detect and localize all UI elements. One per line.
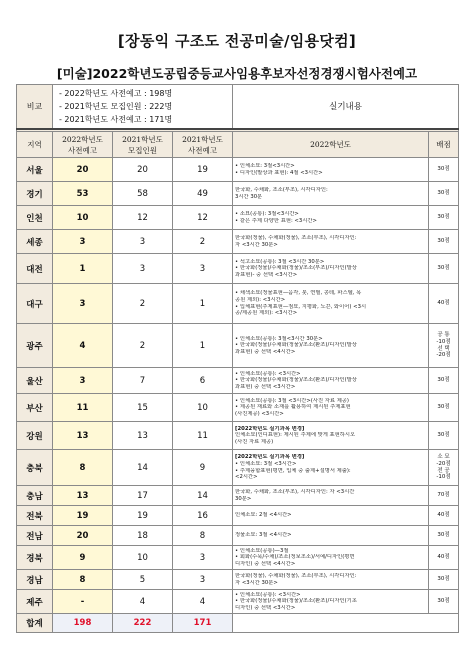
region-cell: 경기	[17, 182, 53, 206]
detail-line: • 인체소묘: 3절<3시간>	[235, 162, 295, 169]
pre2022-cell: 20	[53, 158, 113, 182]
rec2021-cell: 2	[113, 324, 173, 368]
content-label: 실기내용	[233, 85, 459, 129]
detail-line: • 인체소묘(공통)—3절	[235, 547, 289, 554]
points-line: 70점	[437, 492, 450, 499]
points-line: 30점	[437, 404, 450, 411]
rec2021-cell: 7	[113, 368, 173, 394]
table-row	[17, 284, 459, 324]
pre2021-cell: 1	[173, 324, 233, 368]
detail-line: 인체소묘(인디표현): 제시된 주제에 맞게 표현하시오	[235, 432, 356, 439]
points-cell	[429, 158, 459, 182]
points-line: 40점	[437, 300, 450, 307]
header-2021-rec: 2021학년도 모집인원	[113, 132, 173, 158]
points-cell	[429, 394, 459, 422]
region-cell: 제주	[17, 590, 53, 614]
points-line: 30점	[437, 432, 450, 439]
detail-line: 과표현) 중 선택 <3시간>	[235, 383, 296, 390]
total-row	[17, 614, 459, 633]
detail-cell	[233, 570, 429, 590]
detail-cell	[233, 206, 429, 230]
rec2021-cell: 18	[113, 526, 173, 546]
table-row	[17, 324, 459, 368]
table-row	[17, 230, 459, 254]
pre2022-cell: 9	[53, 546, 113, 570]
pre2021-cell: 11	[173, 422, 233, 450]
region-cell: 충남	[17, 486, 53, 506]
points-line: -20점	[436, 352, 451, 359]
points-cell	[429, 254, 459, 284]
rec2021-cell: 20	[113, 158, 173, 182]
table-row	[17, 526, 459, 546]
detail-line: 자 <3시간 30분>	[235, 241, 278, 248]
points-line: 30점	[437, 532, 450, 539]
rec2021-cell: 13	[113, 422, 173, 450]
detail-line: 3시간 30분	[235, 193, 263, 200]
rec2021-cell: 3	[113, 230, 173, 254]
points-line: 공 통	[437, 332, 450, 339]
points-line: -20점	[436, 460, 451, 467]
pre2021-cell: 3	[173, 254, 233, 284]
rec2021-cell: 2	[113, 284, 173, 324]
detail-line: 한국화(정물), 수채화(정물), 조소(부조), 시각디자인:	[235, 234, 357, 241]
region-cell: 전남	[17, 526, 53, 546]
pre2022-cell: 3	[53, 230, 113, 254]
detail-cell	[233, 324, 429, 368]
header-region: 지역	[17, 132, 53, 158]
points-line: 30점	[437, 377, 450, 384]
header-2022-pre: 2022학년도 사전예고	[53, 132, 113, 158]
detail-line: 한국화, 수채화, 조소(부조), 시각디자인: 자 <3시간	[235, 488, 355, 495]
detail-cell	[233, 284, 429, 324]
region-cell: 경북	[17, 546, 53, 570]
pre2021-cell: 6	[173, 368, 233, 394]
table-row	[17, 394, 459, 422]
detail-line: • 한국화(정물)/수채화(정물)/조소(부조)/디자인(발상	[235, 265, 357, 272]
pre2021-cell: 10	[173, 394, 233, 422]
detail-line: [2022학년도 실기과목 변경]	[235, 454, 305, 461]
detail-line: 디자인) 중 선택 <4시간>	[235, 560, 296, 567]
points-cell	[429, 450, 459, 486]
note-2022-pre: - 2022학년도 사전예고 : 198명	[59, 88, 173, 98]
header-points: 배점	[429, 132, 459, 158]
header-row	[17, 132, 459, 158]
detail-cell	[233, 394, 429, 422]
detail-line: • 소묘(공통): 3절<3시간>	[235, 210, 299, 217]
table-row	[17, 590, 459, 614]
points-line: 30점	[437, 166, 450, 173]
points-cell	[429, 526, 459, 546]
detail-line: • 한국화(정물)/수채화(정물)/조소(환조)/디자인(기초	[235, 598, 357, 605]
detail-line: 공/제공원 제외): <3시간>	[235, 310, 298, 317]
detail-line: 한국화(정물), 수채화(정물), 조소(부조), 시각디자인:	[235, 572, 357, 579]
detail-cell	[233, 546, 429, 570]
points-cell	[429, 182, 459, 206]
detail-cell	[233, 158, 429, 182]
detail-line: 과표현)- 중 선택 <3시간>	[235, 271, 298, 278]
detail-line: • 채색소묘(정물표현—음각, 붓, 연필, 콩테, 파스텔, 목	[235, 290, 362, 297]
table-row	[17, 158, 459, 182]
header-2021-pre: 2021학년도 사전예고	[173, 132, 233, 158]
pre2021-cell: 8	[173, 526, 233, 546]
pre2021-cell: 14	[173, 486, 233, 506]
detail-line: • 한국화(정물)/수채화(정물)/조소(환조)/디자인(발상	[235, 377, 357, 384]
points-cell	[429, 506, 459, 526]
table-row	[17, 450, 459, 486]
rec2021-cell: 19	[113, 506, 173, 526]
note-2021-rec: - 2021학년도 모집인원 : 222명	[59, 101, 173, 111]
pre2021-cell: 49	[173, 182, 233, 206]
detail-line: • 석고소묘(공통): 3절 <3시간 30분>	[235, 258, 325, 265]
notes-row	[17, 85, 459, 129]
region-cell: 충북	[17, 450, 53, 486]
pre2022-cell: 13	[53, 422, 113, 450]
pre2021-cell: 1	[173, 284, 233, 324]
pre2022-cell: 19	[53, 506, 113, 526]
rec2021-cell: 10	[113, 546, 173, 570]
rec2021-cell: 15	[113, 394, 173, 422]
table-row	[17, 570, 459, 590]
detail-line: 정물소묘: 3절 <4시간>	[235, 532, 292, 539]
points-line: 30점	[437, 238, 450, 245]
rec2021-cell: 12	[113, 206, 173, 230]
total-empty	[233, 614, 459, 633]
pre2022-cell: -	[53, 590, 113, 614]
pre2022-cell: 4	[53, 324, 113, 368]
pre2021-cell: 12	[173, 206, 233, 230]
pre2022-cell: 10	[53, 206, 113, 230]
detail-line: • 입체표현(주제표현—점묘, 지평화, 노끈, 와이어) <3시	[235, 303, 367, 310]
points-line: 전 공	[437, 467, 450, 474]
region-cell: 부산	[17, 394, 53, 422]
region-cell: 전북	[17, 506, 53, 526]
detail-line: • 인체소묘(공통): 3절<3시간 30분>	[235, 335, 323, 342]
points-line: 30점	[437, 190, 450, 197]
detail-line: (사진제공) <3시간>	[235, 410, 284, 417]
points-cell	[429, 486, 459, 506]
note-2021-pre: - 2021학년도 사전예고 : 171명	[59, 114, 173, 124]
points-cell	[429, 570, 459, 590]
header-detail: 2022학년도	[233, 132, 429, 158]
rec2021-cell: 14	[113, 450, 173, 486]
detail-line: • 인체소묘: 3절 <3시간>	[235, 460, 297, 467]
table-row	[17, 422, 459, 450]
detail-cell	[233, 368, 429, 394]
pre2021-cell: 2	[173, 230, 233, 254]
detail-line: 디자인) 중 선택 <3시간>	[235, 604, 296, 611]
region-cell: 울산	[17, 368, 53, 394]
pre2021-cell: 4	[173, 590, 233, 614]
points-line: 선 택	[437, 345, 450, 352]
table-row	[17, 182, 459, 206]
points-line: 30점	[437, 598, 450, 605]
region-cell: 경남	[17, 570, 53, 590]
rec2021-cell: 58	[113, 182, 173, 206]
pre2022-cell: 1	[53, 254, 113, 284]
detail-line: <2시간>	[235, 474, 258, 481]
detail-cell	[233, 254, 429, 284]
pre2022-cell: 13	[53, 486, 113, 506]
points-cell	[429, 590, 459, 614]
region-cell: 대구	[17, 284, 53, 324]
pre2021-cell: 9	[173, 450, 233, 486]
bigo-label: 비교	[17, 85, 53, 129]
detail-line: • 인체소묘(공통): 3절 <3시간>(사진 자료 제공)	[235, 397, 349, 404]
points-cell	[429, 284, 459, 324]
detail-line: 인체소묘: 2절 <4시간>	[235, 512, 292, 519]
pre2022-cell: 53	[53, 182, 113, 206]
total-rec2021: 222	[113, 614, 173, 633]
region-cell: 인천	[17, 206, 53, 230]
points-line: -10점	[436, 474, 451, 481]
rec2021-cell: 5	[113, 570, 173, 590]
rec2021-cell: 4	[113, 590, 173, 614]
detail-line: 한국화, 수채화, 조소(부조), 시각디자인:	[235, 186, 328, 193]
detail-cell	[233, 486, 429, 506]
detail-cell	[233, 590, 429, 614]
points-cell	[429, 546, 459, 570]
points-line: 30점	[437, 214, 450, 221]
table-row	[17, 546, 459, 570]
table-row	[17, 486, 459, 506]
detail-line: 자 <3시간 30분>	[235, 579, 278, 586]
region-cell: 강원	[17, 422, 53, 450]
points-cell	[429, 324, 459, 368]
pre2022-cell: 3	[53, 284, 113, 324]
points-cell	[429, 368, 459, 394]
detail-line: 과표현) 중 선택 <4시간>	[235, 348, 296, 355]
pre2021-cell: 19	[173, 158, 233, 182]
detail-line: • 인체소묘(공통): <3시간>	[235, 591, 301, 598]
detail-line: • 회화(수묵/수채)/조소(정보조소)/서예/디자인(평면	[235, 554, 355, 561]
region-cell: 서울	[17, 158, 53, 182]
points-cell	[429, 422, 459, 450]
detail-line: • 제공된 재료와 소재를 활용하여 제시된 주제표현	[235, 404, 351, 411]
points-cell	[429, 230, 459, 254]
detail-cell	[233, 450, 429, 486]
pre2021-cell: 16	[173, 506, 233, 526]
detail-line: • 한국화(정물)/수채화(정물)/조소(환조)/디자인(발상	[235, 342, 357, 349]
detail-line: 공원 제외): <3시간>	[235, 296, 286, 303]
detail-line: • 주제융합표현(평면, 입체 중 출제+설명서 제출):	[235, 467, 351, 474]
total-pre2022: 198	[53, 614, 113, 633]
region-cell: 세종	[17, 230, 53, 254]
points-line: 소 묘	[437, 454, 450, 461]
detail-line: (사진 자료 제공)	[235, 438, 274, 445]
detail-cell	[233, 506, 429, 526]
points-line: 40점	[437, 554, 450, 561]
pre2022-cell: 20	[53, 526, 113, 546]
region-cell: 광주	[17, 324, 53, 368]
points-line: 40점	[437, 512, 450, 519]
points-line: 30점	[437, 265, 450, 272]
pre2022-cell: 8	[53, 450, 113, 486]
detail-line: • 같은 주제 다양한 표현: <3시간>	[235, 217, 317, 224]
total-label: 합계	[17, 614, 53, 633]
table-row	[17, 506, 459, 526]
region-cell: 대전	[17, 254, 53, 284]
detail-cell	[233, 422, 429, 450]
points-line: 30점	[437, 576, 450, 583]
table-row	[17, 254, 459, 284]
pre2022-cell: 8	[53, 570, 113, 590]
rec2021-cell: 3	[113, 254, 173, 284]
pre2022-cell: 3	[53, 368, 113, 394]
rec2021-cell: 17	[113, 486, 173, 506]
detail-line: • 디자인(발상과 표현): 4절 <3시간>	[235, 169, 323, 176]
detail-cell	[233, 230, 429, 254]
detail-cell	[233, 182, 429, 206]
pre2021-cell: 3	[173, 570, 233, 590]
pre2021-cell: 3	[173, 546, 233, 570]
pre2022-cell: 11	[53, 394, 113, 422]
points-line: -10점	[436, 338, 451, 345]
table-row	[17, 368, 459, 394]
total-pre2021: 171	[173, 614, 233, 633]
exam-table	[16, 84, 459, 633]
table-row	[17, 206, 459, 230]
detail-line: 30분>	[235, 495, 252, 502]
document-title: [장동익 구조도 전공미술/임용닷컴]	[117, 32, 357, 50]
detail-cell	[233, 526, 429, 546]
notes-cell	[53, 85, 233, 129]
document-subtitle: [미술]2022학년도공립중등교사임용후보자선정경쟁시험사전예고	[56, 66, 418, 81]
detail-line: [2022학년도 실기과목 변경]	[235, 425, 305, 432]
detail-line: • 인체소묘(공통): <3시간>	[235, 370, 301, 377]
points-cell	[429, 206, 459, 230]
